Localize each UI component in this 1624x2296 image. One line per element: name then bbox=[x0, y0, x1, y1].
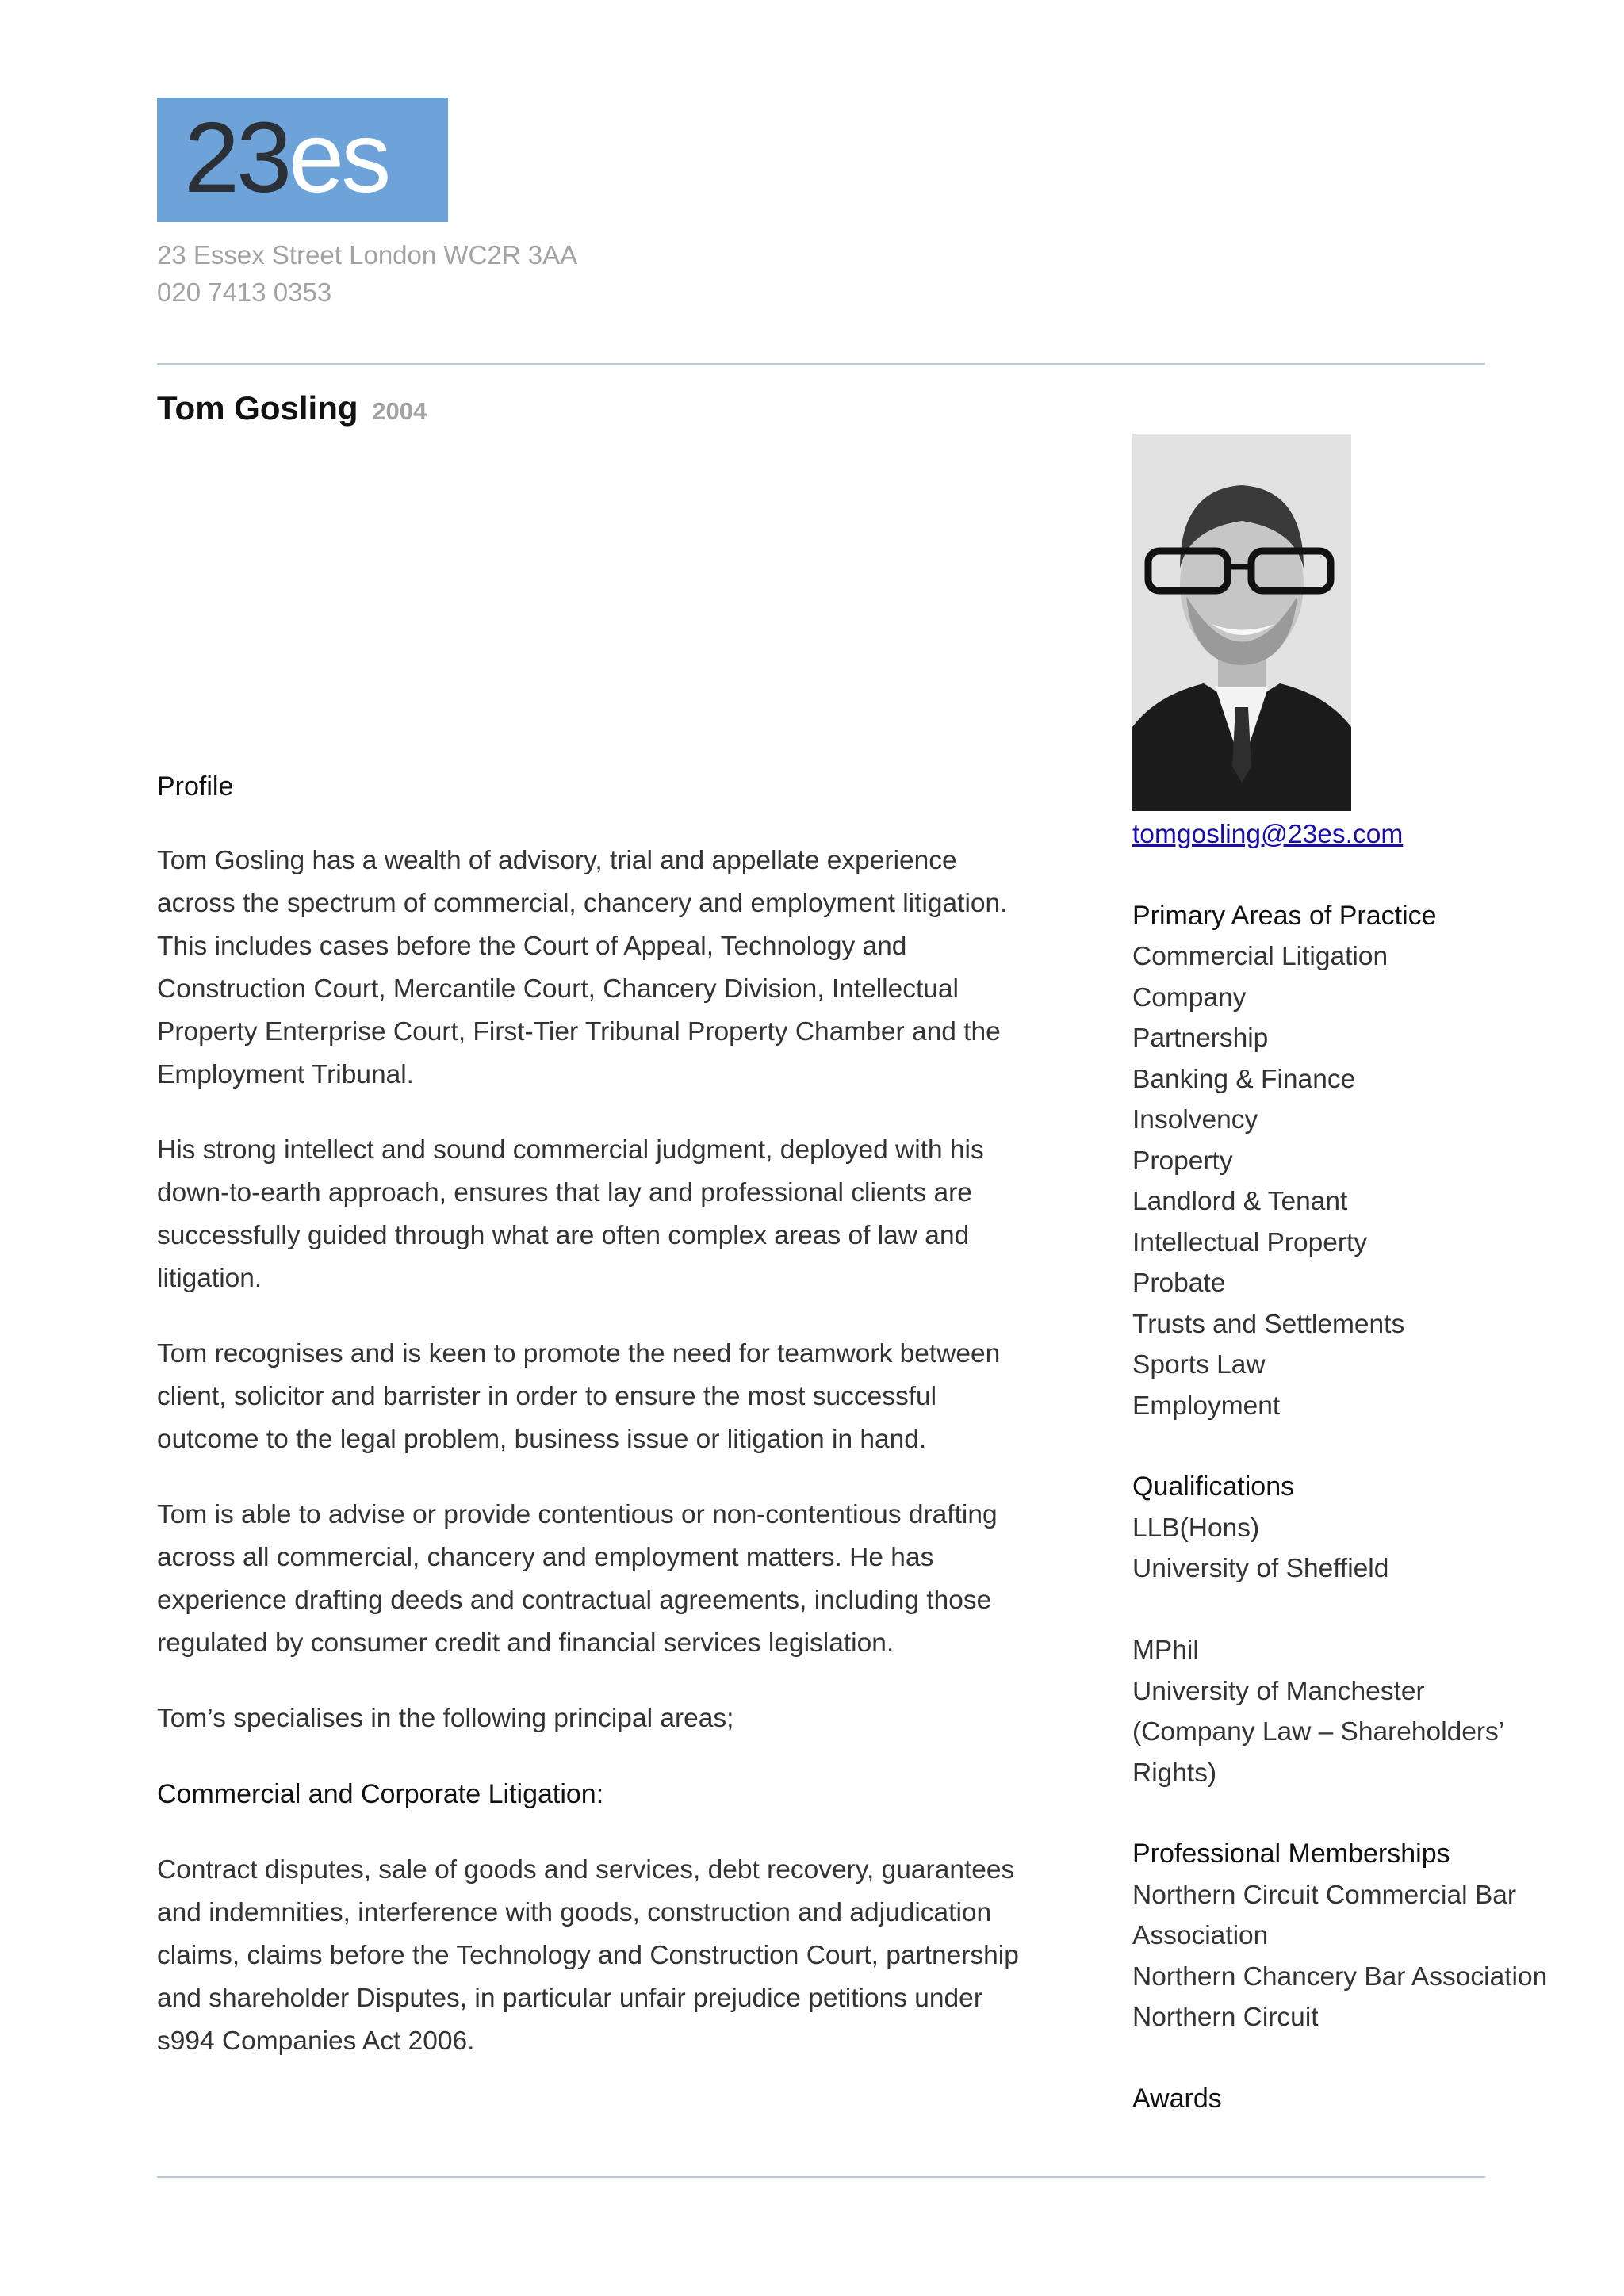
commercial-litigation-paragraph: Contract disputes, sale of goods and services, debt recovery, guarantees and indemnities, interference with goods, construction and adjudication claims, claims before the Technology and Construction Court, partnership and shareholder Disputes, in particular unfair prejudice petitions under s994 Companies Act 2006. bbox=[157, 1855, 1019, 2056]
list-item: Commercial Litigation bbox=[1132, 942, 1388, 971]
barrister-name bbox=[157, 385, 427, 435]
qualifications-list bbox=[1132, 1508, 1592, 1794]
list-item: Banking & Finance bbox=[1132, 1064, 1356, 1094]
list-item: MPhil bbox=[1132, 1636, 1199, 1665]
list-item: Insolvency bbox=[1132, 1105, 1258, 1135]
portrait-illustration bbox=[1132, 434, 1351, 811]
practice-areas-heading: Primary Areas of Practice bbox=[1132, 900, 1437, 931]
email-link[interactable]: tomgosling@23es.com bbox=[1132, 820, 1404, 849]
header-divider bbox=[157, 363, 1485, 365]
list-item: Intellectual Property bbox=[1132, 1227, 1368, 1257]
call-year: 2004 bbox=[372, 397, 427, 425]
chambers-address bbox=[157, 236, 577, 311]
list-item: Sports Law bbox=[1132, 1350, 1266, 1380]
commercial-litigation-heading: Commercial and Corporate Litigation: bbox=[157, 1779, 604, 1809]
list-item: Trusts and Settlements bbox=[1132, 1309, 1405, 1339]
profile-photo bbox=[1132, 434, 1351, 811]
list-item: Northern Chancery Bar Association bbox=[1132, 1961, 1548, 1992]
list-item: University of Sheffield bbox=[1132, 1554, 1389, 1583]
practice-areas-list bbox=[1132, 936, 1592, 1426]
list-item: Northern Circuit bbox=[1132, 2003, 1319, 2032]
address-street: 23 Essex Street London WC2R 3AA bbox=[157, 240, 578, 270]
list-spacer bbox=[1132, 1590, 1592, 1631]
logo-wordmark: 23es bbox=[184, 101, 389, 213]
firm-logo bbox=[157, 98, 448, 222]
profile-paragraph: His strong intellect and sound commercial judgment, deployed with his down-to-earth approach, ensures that lay and professional clients are successfully guided through what are often complex areas of law and litigation. bbox=[157, 1135, 984, 1293]
list-item: University of Manchester bbox=[1132, 1676, 1425, 1706]
list-item: Landlord & Tenant bbox=[1132, 1187, 1348, 1216]
list-item: Property bbox=[1132, 1146, 1233, 1176]
footer-divider bbox=[157, 2176, 1485, 2178]
list-item: Association bbox=[1132, 1921, 1269, 1950]
profile-paragraph: Tom Gosling has a wealth of advisory, trial and appellate experience across the spectrum of commercial, chancery and employment litigation. This includes cases before the Court of Appeal, Technology and Construction Court, Mercantile Court, Chancery Division, Intellectual Property Enterprise Court, First-Tier Tribunal Property Chamber and the Employment Tribunal. bbox=[157, 846, 1008, 1089]
profile-section bbox=[157, 765, 1037, 2095]
qualifications-heading: Qualifications bbox=[1132, 1471, 1295, 1502]
list-item: Northern Circuit Commercial Bar bbox=[1132, 1880, 1516, 1910]
list-item: Partnership bbox=[1132, 1024, 1269, 1053]
memberships-list bbox=[1132, 1875, 1592, 2038]
address-phone: 020 7413 0353 bbox=[157, 277, 332, 307]
memberships-heading: Professional Memberships bbox=[1132, 1839, 1450, 1869]
profile-paragraph: Tom is able to advise or provide contentious or non-contentious drafting across all commercial, chancery and employment matters. He has experience drafting deeds and contractual agreements, including those regulated by consumer credit and financial services legislation. bbox=[157, 1500, 998, 1658]
list-item: Rights) bbox=[1132, 1758, 1217, 1788]
profile-heading: Profile bbox=[157, 771, 234, 802]
profile-paragraph: Tom’s specialises in the following principal areas; bbox=[157, 1704, 734, 1733]
profile-paragraph: Tom recognises and is keen to promote the need for teamwork between client, solicitor and barrister in order to ensure the most successful outcome to the legal problem, business issue or litigation in hand. bbox=[157, 1339, 1001, 1454]
list-item: Probate bbox=[1132, 1269, 1226, 1298]
list-item: Company bbox=[1132, 982, 1247, 1012]
list-item: (Company Law – Shareholders’ bbox=[1132, 1717, 1505, 1747]
list-item: Employment bbox=[1132, 1391, 1281, 1421]
sidebar bbox=[1132, 814, 1592, 2109]
name-text: Tom Gosling bbox=[157, 389, 358, 427]
awards-heading: Awards bbox=[1132, 2083, 1222, 2109]
list-item: LLB(Hons) bbox=[1132, 1513, 1260, 1543]
